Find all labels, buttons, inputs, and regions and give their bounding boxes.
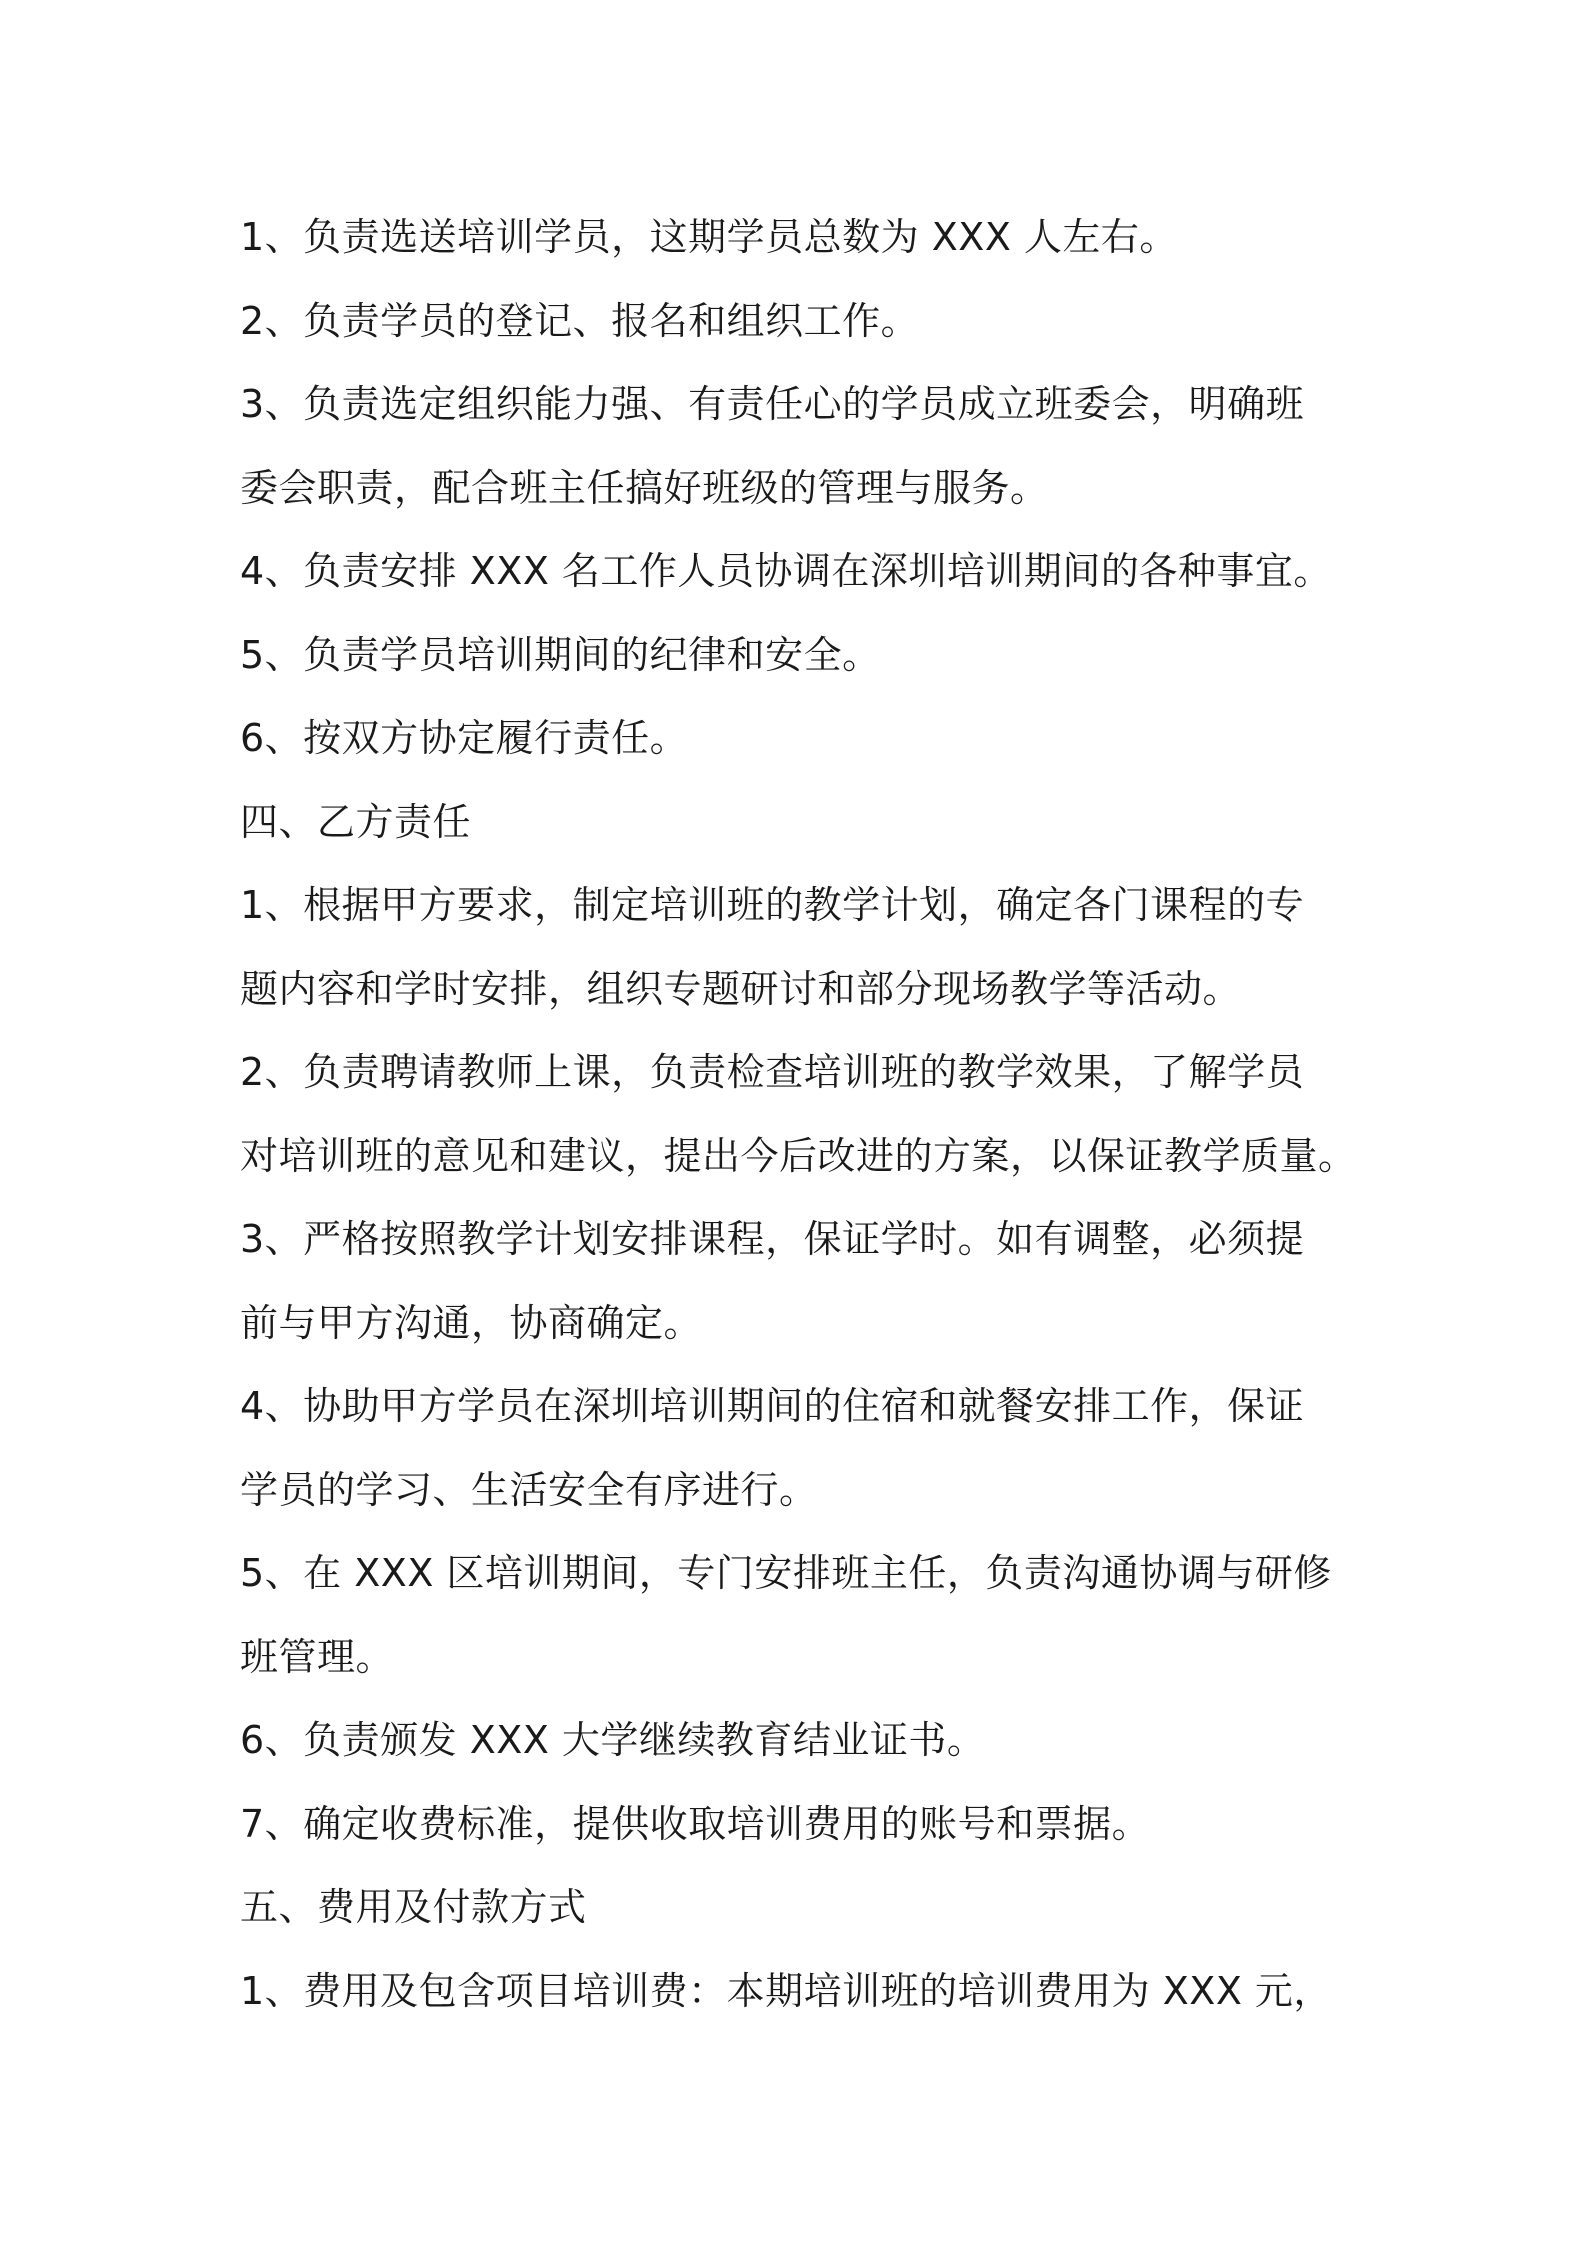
clause-line: 2、负责聘请教师上课，负责检查培训班的教学效果，了解学员 bbox=[240, 1050, 1305, 1094]
section-heading: 四、乙方责任 bbox=[240, 799, 472, 844]
document-body bbox=[240, 196, 1365, 2033]
clause-line: 6、负责颁发 XXX 大学继续教育结业证书。 bbox=[240, 1718, 986, 1762]
clause-line: 6、按双方协定履行责任。 bbox=[240, 716, 689, 760]
clause-line: 4、负责安排 XXX 名工作人员协调在深圳培训期间的各种事宜。 bbox=[240, 549, 1332, 593]
clause-line: 1、负责选送培训学员，这期学员总数为 XXX 人左右。 bbox=[240, 215, 1178, 259]
clause-line: 7、确定收费标准，提供收取培训费用的账号和票据。 bbox=[240, 1801, 1151, 1846]
clause-line: 1、费用及包含项目培训费：本期培训班的培训费用为 XXX 元， bbox=[240, 1968, 1332, 2013]
clause-line: 学员的学习、生活安全有序进行。 bbox=[240, 1467, 818, 1512]
section-heading: 五、费用及付款方式 bbox=[240, 1885, 587, 1929]
clause-line: 班管理。 bbox=[240, 1634, 395, 1679]
clause-line: 委会职责，配合班主任搞好班级的管理与服务。 bbox=[240, 465, 1049, 510]
clause-line: 题内容和学时安排，组织专题研讨和部分现场教学等活动。 bbox=[240, 966, 1242, 1011]
clause-line: 3、负责选定组织能力强、有责任心的学员成立班委会，明确班 bbox=[240, 382, 1305, 426]
clause-line: 1、根据甲方要求，制定培训班的教学计划，确定各门课程的专 bbox=[240, 883, 1305, 927]
clause-line: 前与甲方沟通，协商确定。 bbox=[240, 1300, 703, 1345]
clause-line: 对培训班的意见和建议，提出今后改进的方案，以保证教学质量。 bbox=[240, 1133, 1357, 1178]
clause-line: 5、在 XXX 区培训期间，专门安排班主任，负责沟通协调与研修 bbox=[240, 1551, 1332, 1595]
clause-line: 3、严格按照教学计划安排课程，保证学时。如有调整，必须提 bbox=[240, 1217, 1305, 1261]
clause-line: 5、负责学员培训期间的纪律和安全。 bbox=[240, 632, 881, 677]
clause-line: 2、负责学员的登记、报名和组织工作。 bbox=[240, 298, 920, 343]
clause-line: 4、协助甲方学员在深圳培训期间的住宿和就餐安排工作，保证 bbox=[240, 1384, 1305, 1428]
